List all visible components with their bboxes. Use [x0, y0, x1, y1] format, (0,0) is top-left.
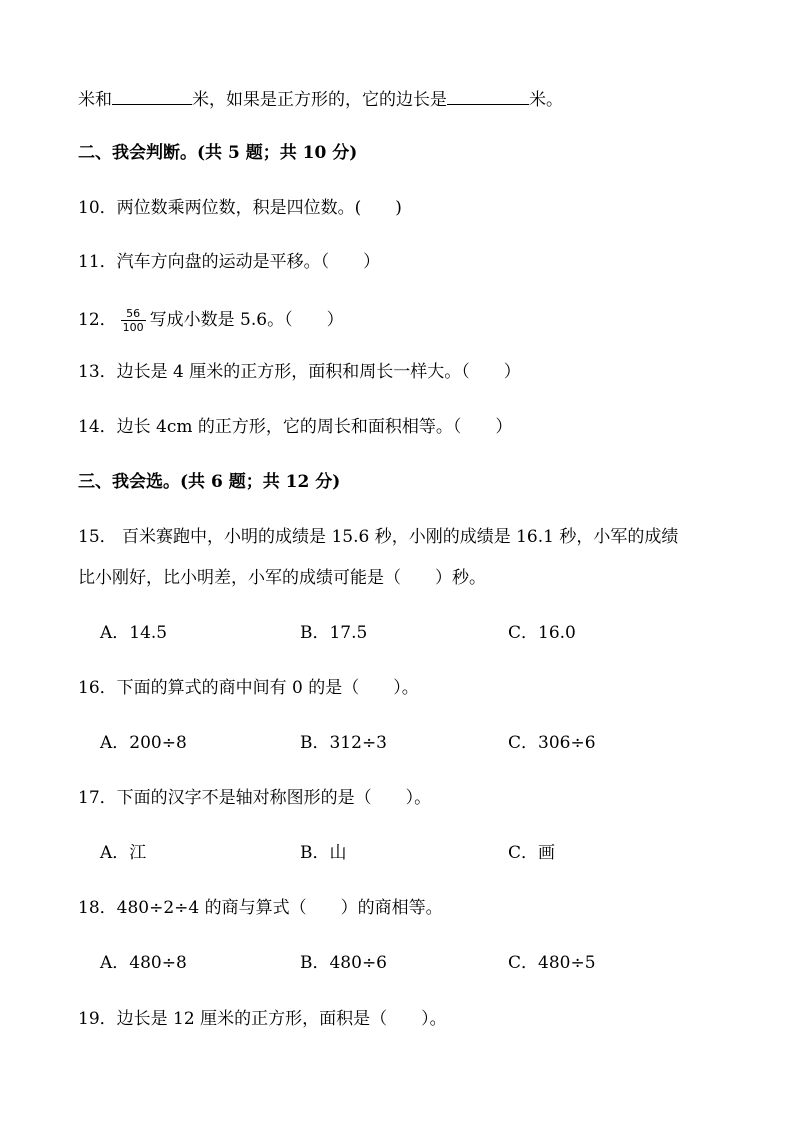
question-19: 19．边长是 12 厘米的正方形，面积是（ ）。	[78, 1009, 447, 1029]
question-14: 14．边长 4cm 的正方形，它的周长和面积相等。（ ）	[78, 417, 513, 437]
question-12	[78, 307, 344, 334]
q12-number: 12．	[78, 310, 117, 330]
q16-option-c[interactable]: C．306÷6	[508, 733, 596, 753]
q17-option-a[interactable]: A．江	[100, 843, 147, 863]
section-2-heading: 二、我会判断。(共 5 题；共 10 分)	[78, 143, 358, 163]
q18-option-a[interactable]: A．480÷8	[100, 953, 187, 973]
q17-option-c[interactable]: C．画	[508, 843, 556, 863]
q16-option-b[interactable]: B．312÷3	[300, 733, 388, 753]
question-15-line-2: 比小刚好，比小明差，小军的成绩可能是（ ）秒。	[78, 568, 486, 588]
section-3-heading: 三、我会选。(共 6 题；共 12 分)	[78, 472, 341, 492]
fraction-denominator: 100	[122, 321, 144, 334]
q15-option-a[interactable]: A．14.5	[100, 623, 168, 643]
question-11: 11．汽车方向盘的运动是平移。（ ）	[78, 252, 381, 272]
q15-option-c[interactable]: C．16.0	[508, 623, 576, 643]
question-18: 18．480÷2÷4 的商与算式（ ）的商相等。	[78, 898, 443, 918]
q9-text-3: 米。	[529, 90, 563, 110]
q9-text-1: 米和	[78, 90, 112, 110]
q9-text-2: 米，如果是正方形的，它的边长是	[192, 90, 447, 110]
q15-option-b[interactable]: B．17.5	[300, 623, 368, 643]
answer-blank-2[interactable]	[447, 88, 529, 105]
q17-option-b[interactable]: B．山	[300, 843, 347, 863]
fraction-numerator: 56	[121, 307, 146, 321]
q16-option-a[interactable]: A．200÷8	[100, 733, 187, 753]
question-10: 10．两位数乘两位数，积是四位数。( )	[78, 198, 402, 218]
q18-option-c[interactable]: C．480÷5	[508, 953, 596, 973]
question-17: 17．下面的汉字不是轴对称图形的是（ ）。	[78, 788, 432, 808]
q18-option-b[interactable]: B．480÷6	[300, 953, 388, 973]
question-9-continuation	[78, 88, 563, 110]
answer-blank-1[interactable]	[112, 88, 192, 105]
question-13: 13．边长是 4 厘米的正方形，面积和周长一样大。（ ）	[78, 362, 521, 382]
fraction-56-100	[121, 307, 146, 334]
question-16: 16．下面的算式的商中间有 0 的是（ ）。	[78, 678, 419, 698]
question-15-line-1: 15． 百米赛跑中，小明的成绩是 15.6 秒，小刚的成绩是 16.1 秒，小军的成绩	[78, 527, 679, 547]
q12-text: 写成小数是 5.6。（ ）	[149, 310, 344, 330]
